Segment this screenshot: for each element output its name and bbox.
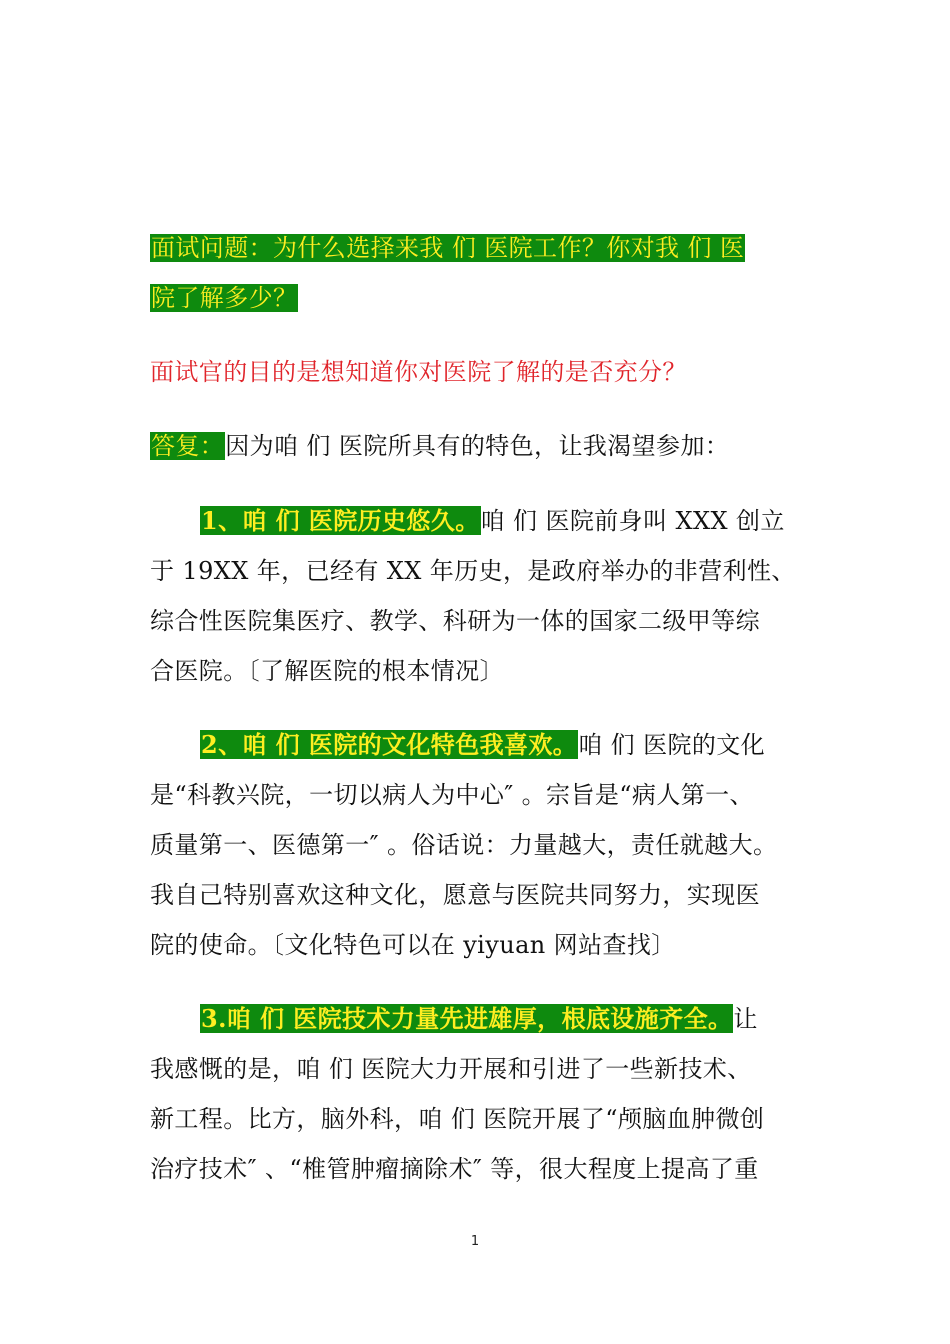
point3-line-4: 治疗技术″ 、“椎管肿瘤摘除术″ 等，很大程度上提高了重 bbox=[150, 1155, 759, 1183]
answer-text: 因为咱 们 医院所具有的特色，让我渴望参加： bbox=[225, 432, 730, 460]
point3-line-1 bbox=[200, 1003, 758, 1035]
question-line-2 bbox=[150, 282, 298, 314]
point1-line-2: 于 19XX 年，已经有 XX 年历史，是政府举办的非营利性、 bbox=[150, 557, 796, 585]
point2-line-1 bbox=[200, 729, 765, 761]
point1-text-1: 咱 们 医院前身叫 XXX 创立 bbox=[480, 507, 785, 535]
point1-line-4: 合医院。〔了解医院的根本情况〕 bbox=[150, 657, 504, 685]
interviewer-purpose: 面试官的目的是想知道你对医院了解的是否充分？ bbox=[150, 358, 687, 386]
point2-line-4: 我自己特别喜欢这种文化，愿意与医院共同努力，实现医 bbox=[150, 881, 760, 909]
point2-text-1: 咱 们 医院的文化 bbox=[578, 731, 766, 759]
answer-intro bbox=[150, 430, 729, 462]
answer-label: 答复： bbox=[151, 432, 225, 460]
point3-text-1: 让 bbox=[733, 1005, 758, 1033]
point3-line-2: 我感慨的是，咱 们 医院大力开展和引进了一些新技术、 bbox=[150, 1055, 752, 1083]
point2-line-5: 院的使命。〔文化特色可以在 yiyuan 网站查找〕 bbox=[150, 931, 676, 959]
point1-line-3: 综合性医院集医疗、教学、科研为一体的国家二级甲等综 bbox=[150, 607, 760, 635]
question-line-1 bbox=[150, 232, 745, 264]
point3-line-3: 新工程。比方，脑外科，咱 们 医院开展了“颅脑血肿微创 bbox=[150, 1105, 765, 1133]
point2-heading: 2、咱 们 医院的文化特色我喜欢。 bbox=[201, 730, 578, 759]
point2-line-2: 是“科教兴院，一切以病人为中心″ 。宗旨是“病人第一、 bbox=[150, 781, 754, 809]
question-highlight-2: 院了解多少？ bbox=[151, 284, 298, 312]
point3-heading: 3.咱 们 医院技术力量先进雄厚，根底设施齐全。 bbox=[201, 1004, 733, 1033]
point1-heading: 1、咱 们 医院历史悠久。 bbox=[201, 506, 480, 535]
point2-line-3: 质量第一、医德第一″ 。俗话说：力量越大，责任就越大。 bbox=[150, 831, 778, 859]
page-number: 1 bbox=[470, 1234, 480, 1249]
question-highlight-1: 面试问题：为什么选择来我 们 医院工作？你对我 们 医 bbox=[151, 234, 745, 262]
point1-line-1 bbox=[200, 505, 785, 537]
